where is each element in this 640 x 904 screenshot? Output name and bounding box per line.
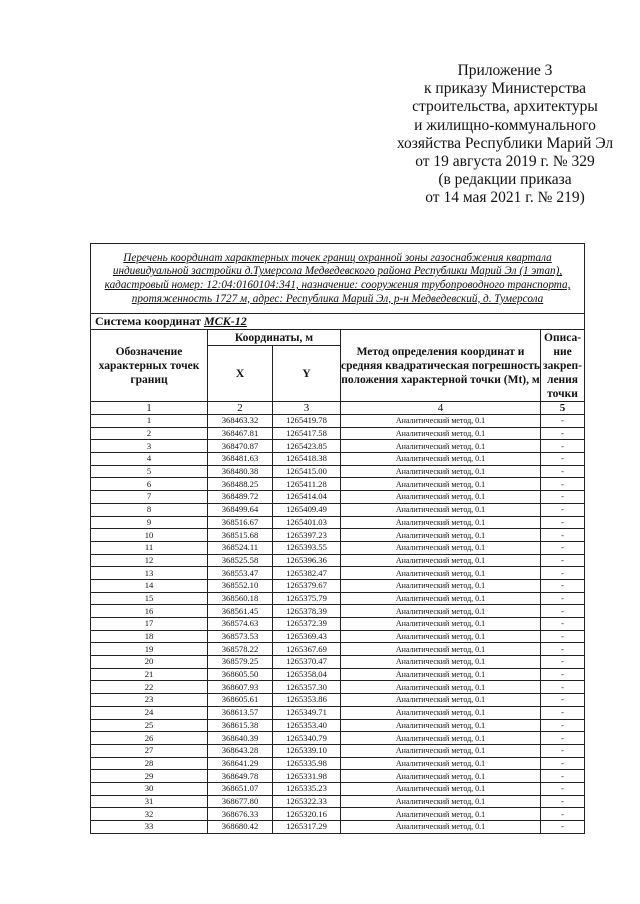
table-row: [91, 795, 585, 808]
description-value: -: [541, 427, 585, 440]
method-value: Аналитический метод, 0.1: [341, 453, 541, 466]
point-id: 29: [91, 770, 208, 783]
col-header-coords: Координаты, м: [208, 330, 341, 346]
point-id: 10: [91, 529, 208, 542]
table-row: [91, 732, 585, 745]
col-number: 3: [273, 402, 341, 415]
y-value: 1265411.28: [273, 478, 341, 491]
table-row: [91, 757, 585, 770]
point-id: 31: [91, 795, 208, 808]
y-value: 1265375.79: [273, 592, 341, 605]
description-value: -: [541, 503, 585, 516]
point-id: 6: [91, 478, 208, 491]
y-value: 1265317.29: [273, 821, 341, 834]
y-value: 1265396.36: [273, 554, 341, 567]
method-value: Аналитический метод, 0.1: [341, 694, 541, 707]
method-value: Аналитический метод, 0.1: [341, 656, 541, 669]
description-value: -: [541, 643, 585, 656]
point-id: 33: [91, 821, 208, 834]
col-header-y: Y: [273, 346, 341, 402]
method-value: Аналитический метод, 0.1: [341, 732, 541, 745]
header-line: от 14 мая 2021 г. № 219): [425, 189, 585, 207]
x-value: 368561.45: [208, 605, 273, 618]
method-value: Аналитический метод, 0.1: [341, 821, 541, 834]
method-value: Аналитический метод, 0.1: [341, 579, 541, 592]
point-id: 14: [91, 579, 208, 592]
description-value: -: [541, 440, 585, 453]
description-value: -: [541, 706, 585, 719]
x-value: 368499.64: [208, 503, 273, 516]
method-value: Аналитический метод, 0.1: [341, 808, 541, 821]
method-value: Аналитический метод, 0.1: [341, 415, 541, 428]
y-value: 1265370.47: [273, 656, 341, 669]
method-value: Аналитический метод, 0.1: [341, 605, 541, 618]
point-id: 4: [91, 453, 208, 466]
y-value: 1265409.49: [273, 503, 341, 516]
x-value: 368470.87: [208, 440, 273, 453]
x-value: 368607.93: [208, 681, 273, 694]
y-value: 1265331.98: [273, 770, 341, 783]
x-value: 368553.47: [208, 567, 273, 580]
description-value: -: [541, 554, 585, 567]
description-value: -: [541, 529, 585, 542]
method-value: Аналитический метод, 0.1: [341, 770, 541, 783]
description-value: -: [541, 668, 585, 681]
y-value: 1265414.04: [273, 491, 341, 504]
x-value: 368489.72: [208, 491, 273, 504]
table-row: [91, 579, 585, 592]
y-value: 1265353.40: [273, 719, 341, 732]
description-value: -: [541, 630, 585, 643]
x-value: 368573.53: [208, 630, 273, 643]
table-row: [91, 821, 585, 834]
x-value: 368480.38: [208, 465, 273, 478]
x-value: 368613.57: [208, 706, 273, 719]
y-value: 1265382.47: [273, 567, 341, 580]
x-value: 368525.58: [208, 554, 273, 567]
table-row: [91, 719, 585, 732]
point-id: 17: [91, 618, 208, 631]
x-value: 368578.22: [208, 643, 273, 656]
description-value: -: [541, 757, 585, 770]
method-value: Аналитический метод, 0.1: [341, 554, 541, 567]
header-line: от 19 августа 2019 г. № 329: [415, 153, 595, 171]
table-row: [91, 465, 585, 478]
table-row: [91, 567, 585, 580]
point-id: 25: [91, 719, 208, 732]
description-value: -: [541, 453, 585, 466]
description-value: -: [541, 782, 585, 795]
y-value: 1265340.79: [273, 732, 341, 745]
x-value: 368676.33: [208, 808, 273, 821]
point-id: 22: [91, 681, 208, 694]
table-row: [91, 770, 585, 783]
point-id: 3: [91, 440, 208, 453]
x-value: 368552.10: [208, 579, 273, 592]
description-value: -: [541, 770, 585, 783]
coordinate-system: [91, 314, 585, 330]
description-value: -: [541, 465, 585, 478]
point-id: 12: [91, 554, 208, 567]
system-label: Система координат: [95, 314, 201, 328]
table-row: [91, 592, 585, 605]
description-value: -: [541, 681, 585, 694]
y-value: 1265320.16: [273, 808, 341, 821]
x-value: 368524.11: [208, 541, 273, 554]
table-row: [91, 491, 585, 504]
description-value: -: [541, 415, 585, 428]
y-value: 1265419.78: [273, 415, 341, 428]
x-value: 368481.63: [208, 453, 273, 466]
x-value: 368605.50: [208, 668, 273, 681]
table-row: [91, 541, 585, 554]
table-row: [91, 554, 585, 567]
table-row: [91, 681, 585, 694]
x-value: 368680.42: [208, 821, 273, 834]
col-header-x: X: [208, 346, 273, 402]
method-value: Аналитический метод, 0.1: [341, 491, 541, 504]
point-id: 27: [91, 744, 208, 757]
y-value: 1265379.67: [273, 579, 341, 592]
point-id: 15: [91, 592, 208, 605]
point-id: 19: [91, 643, 208, 656]
description-value: -: [541, 808, 585, 821]
y-value: 1265417.58: [273, 427, 341, 440]
table-row: [91, 808, 585, 821]
header-line: (в редакции приказа: [438, 171, 572, 189]
x-value: 368463.32: [208, 415, 273, 428]
x-value: 368516.67: [208, 516, 273, 529]
table-row: [91, 618, 585, 631]
y-value: 1265335.98: [273, 757, 341, 770]
point-id: 32: [91, 808, 208, 821]
x-value: 368579.25: [208, 656, 273, 669]
table-row: [91, 643, 585, 656]
method-value: Аналитический метод, 0.1: [341, 516, 541, 529]
x-value: 368488.25: [208, 478, 273, 491]
description-value: -: [541, 478, 585, 491]
y-value: 1265423.85: [273, 440, 341, 453]
header-line: Приложение 3: [457, 62, 553, 79]
method-value: Аналитический метод, 0.1: [341, 744, 541, 757]
point-id: 8: [91, 503, 208, 516]
y-value: 1265415.00: [273, 465, 341, 478]
y-value: 1265393.55: [273, 541, 341, 554]
point-id: 16: [91, 605, 208, 618]
table-row: [91, 694, 585, 707]
x-value: 368605.61: [208, 694, 273, 707]
table-row: [91, 630, 585, 643]
description-value: -: [541, 579, 585, 592]
x-value: 368641.29: [208, 757, 273, 770]
method-value: Аналитический метод, 0.1: [341, 465, 541, 478]
table-row: [91, 656, 585, 669]
method-value: Аналитический метод, 0.1: [341, 541, 541, 554]
point-id: 23: [91, 694, 208, 707]
description-value: -: [541, 732, 585, 745]
method-value: Аналитический метод, 0.1: [341, 427, 541, 440]
point-id: 2: [91, 427, 208, 440]
description-value: -: [541, 821, 585, 834]
method-value: Аналитический метод, 0.1: [341, 643, 541, 656]
description-value: -: [541, 618, 585, 631]
col-header-point: Обозначение характерных точек границ: [91, 330, 208, 402]
x-value: 368574.63: [208, 618, 273, 631]
col-header-desc: Описа-ние закреп-ления точки: [541, 330, 585, 402]
table-row: [91, 529, 585, 542]
x-value: 368560.18: [208, 592, 273, 605]
method-value: Аналитический метод, 0.1: [341, 719, 541, 732]
y-value: 1265339.10: [273, 744, 341, 757]
y-value: 1265322.33: [273, 795, 341, 808]
point-id: 1: [91, 415, 208, 428]
table-title: Перечень координат характерных точек границ охранной зоны газоснабжения квартала индивидуальной застройки д.Тумерсола Медведевского района Республики Марий Эл (1 этап), кадастровый номер: 12:04:0160104:341, назначение: сооружения трубопроводного транспорта, протяженность 1727 м, адрес: Республика Марий Эл, р-н Медведевский, д. Тумерсола: [91, 244, 585, 314]
y-value: 1265349.71: [273, 706, 341, 719]
col-number: 5: [541, 402, 585, 415]
description-value: -: [541, 694, 585, 707]
point-id: 20: [91, 656, 208, 669]
table-row: [91, 415, 585, 428]
table-row: [91, 516, 585, 529]
x-value: 368615.38: [208, 719, 273, 732]
method-value: Аналитический метод, 0.1: [341, 795, 541, 808]
y-value: 1265353.86: [273, 694, 341, 707]
table-row: [91, 478, 585, 491]
description-value: -: [541, 795, 585, 808]
point-id: 21: [91, 668, 208, 681]
col-number: 4: [341, 402, 541, 415]
system-value: МСК-12: [203, 314, 247, 328]
point-id: 7: [91, 491, 208, 504]
description-value: -: [541, 744, 585, 757]
point-id: 30: [91, 782, 208, 795]
y-value: 1265397.23: [273, 529, 341, 542]
x-value: 368643.28: [208, 744, 273, 757]
method-value: Аналитический метод, 0.1: [341, 567, 541, 580]
y-value: 1265378.39: [273, 605, 341, 618]
y-value: 1265335.23: [273, 782, 341, 795]
method-value: Аналитический метод, 0.1: [341, 706, 541, 719]
header-line: и жилищно-коммунального: [414, 116, 596, 134]
method-value: Аналитический метод, 0.1: [341, 757, 541, 770]
method-value: Аналитический метод, 0.1: [341, 630, 541, 643]
table-row: [91, 427, 585, 440]
method-value: Аналитический метод, 0.1: [341, 668, 541, 681]
x-value: 368649.78: [208, 770, 273, 783]
point-id: 24: [91, 706, 208, 719]
coordinates-table: [90, 243, 585, 834]
table-row: [91, 668, 585, 681]
y-value: 1265372.39: [273, 618, 341, 631]
description-value: -: [541, 567, 585, 580]
y-value: 1265367.69: [273, 643, 341, 656]
y-value: 1265358.04: [273, 668, 341, 681]
description-value: -: [541, 592, 585, 605]
method-value: Аналитический метод, 0.1: [341, 782, 541, 795]
x-value: 368515.68: [208, 529, 273, 542]
header-line: хозяйства Республики Марий Эл: [396, 134, 614, 152]
header-line: строительства, архитектуры: [412, 98, 598, 116]
y-value: 1265418.38: [273, 453, 341, 466]
point-id: 28: [91, 757, 208, 770]
method-value: Аналитический метод, 0.1: [341, 592, 541, 605]
method-value: Аналитический метод, 0.1: [341, 529, 541, 542]
method-value: Аналитический метод, 0.1: [341, 681, 541, 694]
x-value: 368640.39: [208, 732, 273, 745]
point-id: 26: [91, 732, 208, 745]
y-value: 1265401.03: [273, 516, 341, 529]
description-value: -: [541, 605, 585, 618]
description-value: -: [541, 516, 585, 529]
table-row: [91, 503, 585, 516]
col-header-method: Метод определения координат и средняя квадратическая погрешность положения характерной точки (Mt), м: [341, 330, 541, 402]
table-row: [91, 605, 585, 618]
col-number: 1: [91, 402, 208, 415]
col-number: 2: [208, 402, 273, 415]
x-value: 368651.07: [208, 782, 273, 795]
header-line: к приказу Министерства: [424, 80, 586, 98]
description-value: -: [541, 541, 585, 554]
description-value: -: [541, 719, 585, 732]
point-id: 5: [91, 465, 208, 478]
description-value: -: [541, 656, 585, 669]
table-row: [91, 782, 585, 795]
y-value: 1265357.30: [273, 681, 341, 694]
x-value: 368677.80: [208, 795, 273, 808]
description-value: -: [541, 491, 585, 504]
method-value: Аналитический метод, 0.1: [341, 478, 541, 491]
table-row: [91, 706, 585, 719]
document-header: [330, 62, 640, 208]
table-row: [91, 453, 585, 466]
point-id: 9: [91, 516, 208, 529]
table-row: [91, 744, 585, 757]
point-id: 18: [91, 630, 208, 643]
point-id: 13: [91, 567, 208, 580]
method-value: Аналитический метод, 0.1: [341, 618, 541, 631]
y-value: 1265369.43: [273, 630, 341, 643]
table-row: [91, 440, 585, 453]
x-value: 368467.81: [208, 427, 273, 440]
point-id: 11: [91, 541, 208, 554]
method-value: Аналитический метод, 0.1: [341, 440, 541, 453]
method-value: Аналитический метод, 0.1: [341, 503, 541, 516]
